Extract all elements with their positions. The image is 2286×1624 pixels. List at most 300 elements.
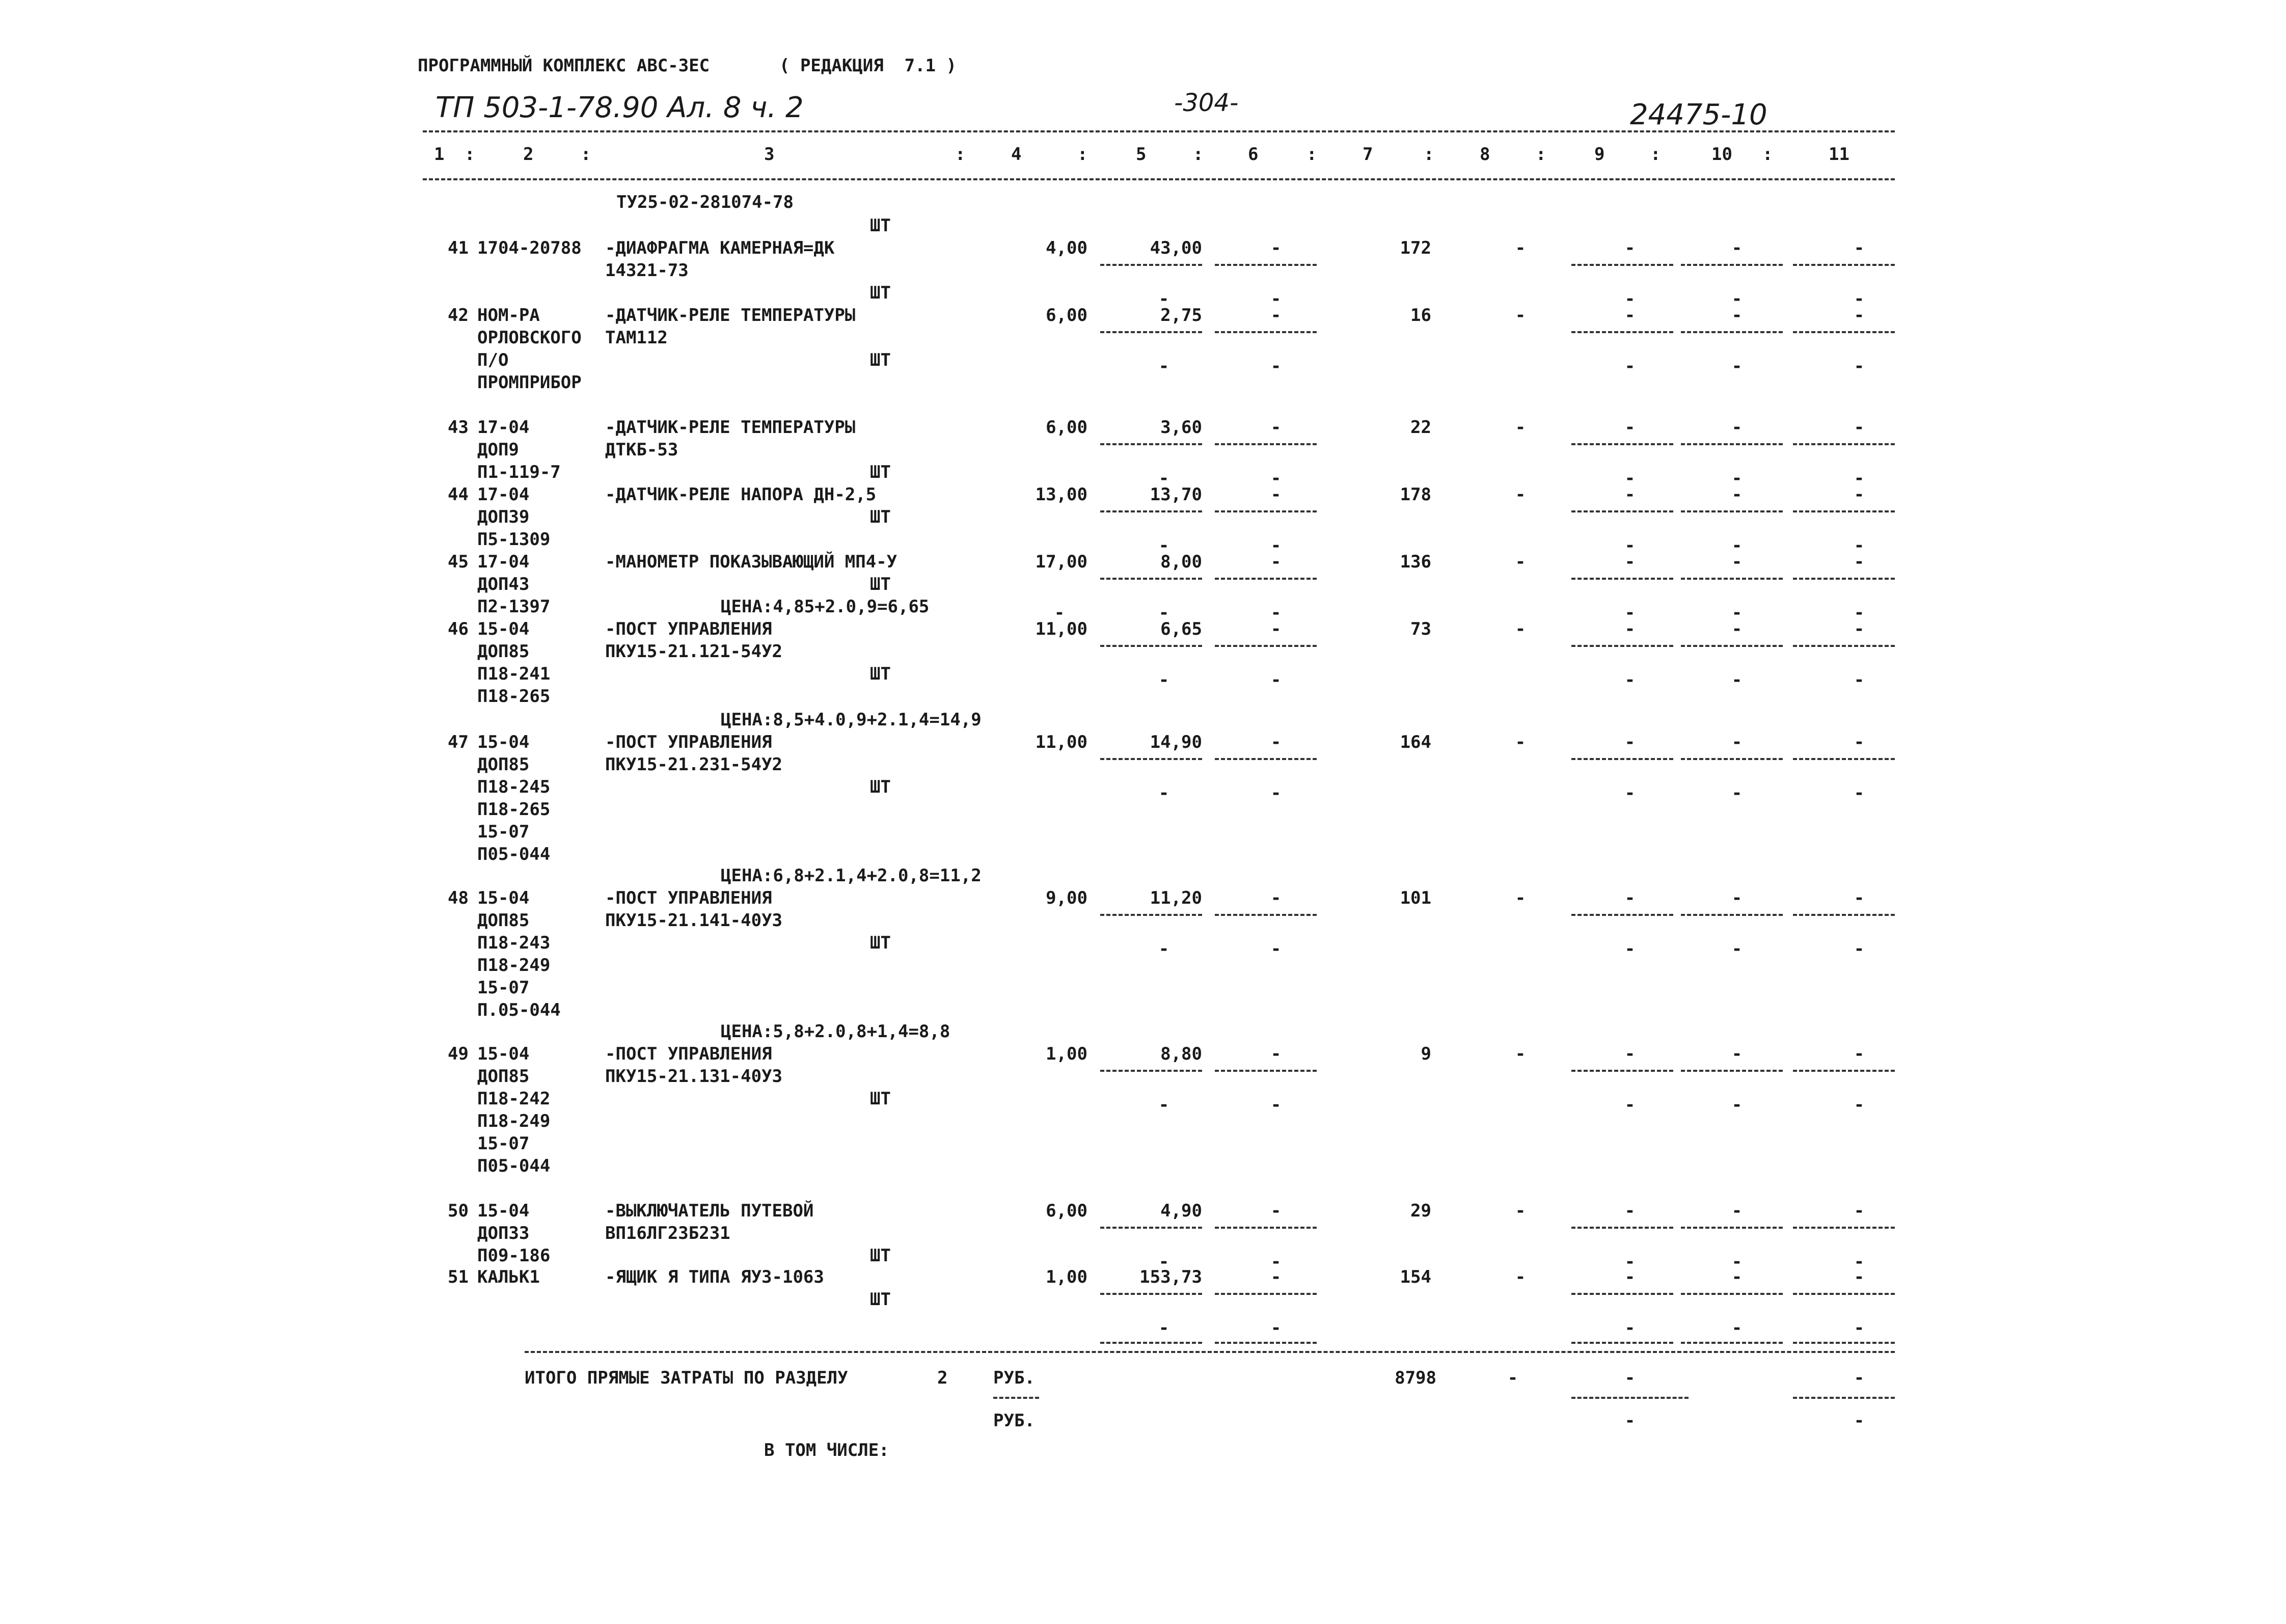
cell-col11: -	[1854, 1044, 1865, 1064]
sub-col9: -	[1624, 1252, 1636, 1272]
cell-col7: 16	[1410, 305, 1431, 326]
sub-col10: -	[1731, 783, 1743, 803]
item-name-line: -ПОСТ УПРАВЛЕНИЯ	[605, 619, 772, 639]
cell-col6: -	[1270, 1201, 1282, 1221]
sub-col11: -	[1854, 670, 1865, 690]
col6-rule	[1215, 578, 1317, 580]
unit-label: ШТ	[870, 664, 891, 684]
cell-col11: -	[1854, 732, 1865, 752]
item-code-line: 15-04	[477, 888, 530, 908]
sub-col10: -	[1731, 1318, 1743, 1338]
sub-col9: -	[1624, 1095, 1636, 1115]
cell-col7: 73	[1410, 619, 1431, 639]
col9-rule	[1571, 264, 1673, 266]
cell-col11: -	[1854, 305, 1865, 326]
col5-rule	[1100, 645, 1202, 647]
header-rule-top	[423, 130, 1895, 132]
item-code-line: ДОП39	[477, 507, 530, 527]
top-note-unit: ШТ	[870, 215, 891, 236]
cell-col9: -	[1624, 619, 1636, 639]
cell-col7: 172	[1400, 238, 1431, 258]
cell-col4: 6,00	[1046, 417, 1087, 438]
cell-col7: 29	[1410, 1201, 1431, 1221]
cell-col7: 164	[1400, 732, 1431, 752]
col10-rule	[1681, 645, 1783, 647]
item-code-line: ДОП33	[477, 1223, 530, 1243]
row-number: 49	[448, 1044, 469, 1064]
cell-col9: -	[1624, 484, 1636, 505]
sub-col11: -	[1854, 1318, 1865, 1338]
totals-section: 2	[937, 1368, 948, 1388]
sub-col5: -	[1158, 356, 1169, 376]
item-code-line: П18-249	[477, 1111, 551, 1131]
cell-col9: -	[1624, 305, 1636, 326]
cell-col8: -	[1515, 1201, 1526, 1221]
col5-rule	[1100, 264, 1202, 266]
last-col6-rule	[1215, 1342, 1317, 1344]
column-header-10: 10	[1711, 144, 1732, 165]
column-separator: :	[955, 144, 966, 165]
sub-col9: -	[1624, 1318, 1636, 1338]
totals-sub9: -	[1624, 1411, 1636, 1431]
item-name-line: 14321-73	[605, 260, 689, 281]
item-code-line: П/О	[477, 350, 509, 370]
col9-rule	[1571, 1070, 1673, 1072]
doc-reference: ТП 503-1-78.90 Ал. 8 ч. 2	[436, 91, 804, 124]
column-header-9: 9	[1594, 144, 1605, 165]
col6-rule	[1215, 758, 1317, 760]
item-code-line: П18-243	[477, 933, 551, 953]
cell-col11: -	[1854, 1267, 1865, 1287]
column-header-2: 2	[523, 144, 534, 165]
sub-col9: -	[1624, 783, 1636, 803]
sub-col10: -	[1731, 1095, 1743, 1115]
item-name-line: -ДИАФРАГМА КАМЕРНАЯ=ДК	[605, 238, 835, 258]
sub-col5: -	[1158, 603, 1169, 623]
cell-col7: 136	[1400, 552, 1431, 572]
item-code-line: П18-265	[477, 686, 551, 707]
sub-col5: -	[1158, 783, 1169, 803]
totals-col11-rule	[1793, 1397, 1895, 1399]
item-name-line: -ПОСТ УПРАВЛЕНИЯ	[605, 1044, 772, 1064]
cell-col4: 6,00	[1046, 1201, 1087, 1221]
cell-col11: -	[1854, 238, 1865, 258]
cell-col9: -	[1624, 417, 1636, 438]
cell-col8: -	[1515, 305, 1526, 326]
item-code-line: 15-07	[477, 978, 530, 998]
col5-rule	[1100, 758, 1202, 760]
sub-col9: -	[1624, 939, 1636, 959]
row-number: 44	[448, 484, 469, 505]
cell-col10: -	[1731, 238, 1743, 258]
sub-col4: -	[1054, 603, 1065, 623]
col11-rule	[1793, 914, 1895, 916]
item-name-line: -ВЫКЛЮЧАТЕЛЬ ПУТЕВОЙ	[605, 1201, 814, 1221]
cell-col6: -	[1270, 305, 1282, 326]
row-number: 50	[448, 1201, 469, 1221]
col11-rule	[1793, 578, 1895, 580]
row-number: 42	[448, 305, 469, 326]
sub-col11: -	[1854, 603, 1865, 623]
item-code-line: П05-044	[477, 844, 551, 864]
cell-col8: -	[1515, 1267, 1526, 1287]
cell-col8: -	[1515, 619, 1526, 639]
totals-col11: -	[1854, 1368, 1865, 1388]
totals-currency: РУБ.	[993, 1368, 1035, 1388]
cell-col11: -	[1854, 417, 1865, 438]
cell-col9: -	[1624, 238, 1636, 258]
unit-label: ШТ	[870, 283, 891, 303]
col5-rule	[1100, 1293, 1202, 1295]
sub-col6: -	[1270, 939, 1282, 959]
col5-rule	[1100, 1227, 1202, 1229]
column-separator: :	[1424, 144, 1434, 165]
cell-col10: -	[1731, 1044, 1743, 1064]
col9-rule	[1571, 758, 1673, 760]
col5-rule	[1100, 914, 1202, 916]
cell-col10: -	[1731, 1267, 1743, 1287]
col6-rule	[1215, 443, 1317, 445]
totals-currency-2: РУБ.	[993, 1411, 1035, 1431]
col11-rule	[1793, 645, 1895, 647]
cell-col4: 11,00	[1035, 732, 1087, 752]
col11-rule	[1793, 1227, 1895, 1229]
cell-col4: 9,00	[1046, 888, 1087, 908]
cell-col5: 3,60	[1160, 417, 1202, 438]
cell-col5: 8,00	[1160, 552, 1202, 572]
cell-col6: -	[1270, 1267, 1282, 1287]
totals-label: ИТОГО ПРЯМЫЕ ЗАТРАТЫ ПО РАЗДЕЛУ	[525, 1368, 848, 1388]
item-code-line: П18-241	[477, 664, 551, 684]
item-name-line: ПКУ15-21.231-54У2	[605, 754, 782, 775]
sub-col5: -	[1158, 939, 1169, 959]
unit-label: ШТ	[870, 507, 891, 527]
cell-col5: 14,90	[1150, 732, 1202, 752]
unit-label: ШТ	[870, 350, 891, 370]
row-number: 47	[448, 732, 469, 752]
column-separator: :	[1193, 144, 1204, 165]
sub-col9: -	[1624, 603, 1636, 623]
col6-rule	[1215, 331, 1317, 333]
sub-col10: -	[1731, 670, 1743, 690]
cell-col10: -	[1731, 619, 1743, 639]
program-title: ПРОГРАММНЫЙ КОМПЛЕКС АВС-ЗЕС	[418, 56, 710, 76]
item-name-line: ПКУ15-21.141-40У3	[605, 910, 782, 931]
sub-col5: -	[1158, 289, 1169, 309]
sub-col10: -	[1731, 535, 1743, 556]
last-col11-rule	[1793, 1342, 1895, 1344]
cell-col4: 13,00	[1035, 484, 1087, 505]
col5-rule	[1100, 510, 1202, 512]
item-code-line: 15-04	[477, 1201, 530, 1221]
price-note: ЦЕНА:6,8+2.1,4+2.0,8=11,2	[721, 865, 982, 886]
cell-col9: -	[1624, 1044, 1636, 1064]
cell-col8: -	[1515, 484, 1526, 505]
cell-col11: -	[1854, 1201, 1865, 1221]
cell-col6: -	[1270, 732, 1282, 752]
item-code-line: П18-245	[477, 777, 551, 797]
cell-col4: 1,00	[1046, 1044, 1087, 1064]
col11-rule	[1793, 758, 1895, 760]
item-code-line: 17-04	[477, 552, 530, 572]
col11-rule	[1793, 1070, 1895, 1072]
cell-col7: 101	[1400, 888, 1431, 908]
sub-col6: -	[1270, 356, 1282, 376]
sub-col6: -	[1270, 535, 1282, 556]
item-code-line: ДОП85	[477, 754, 530, 775]
item-code-line: ПРОМПРИБОР	[477, 372, 582, 393]
col6-rule	[1215, 914, 1317, 916]
sub-col10: -	[1731, 356, 1743, 376]
item-code-line: 15-07	[477, 1133, 530, 1154]
column-header-5: 5	[1136, 144, 1147, 165]
column-separator: :	[1650, 144, 1661, 165]
column-header-6: 6	[1248, 144, 1259, 165]
sub-col6: -	[1270, 1252, 1282, 1272]
col9-rule	[1571, 645, 1673, 647]
sub-col10: -	[1731, 939, 1743, 959]
col11-rule	[1793, 443, 1895, 445]
cell-col8: -	[1515, 1044, 1526, 1064]
item-code-line: П18-242	[477, 1089, 551, 1109]
item-code-line: ДОП43	[477, 574, 530, 594]
cell-col6: -	[1270, 619, 1282, 639]
cell-col5: 6,65	[1160, 619, 1202, 639]
item-code-line: 15-04	[477, 732, 530, 752]
last-col5-rule	[1100, 1342, 1202, 1344]
sub-col11: -	[1854, 1095, 1865, 1115]
item-code-line: П18-249	[477, 955, 551, 976]
cell-col9: -	[1624, 1267, 1636, 1287]
sub-col10: -	[1731, 1252, 1743, 1272]
cell-col9: -	[1624, 552, 1636, 572]
cell-col11: -	[1854, 552, 1865, 572]
totals-sub11: -	[1854, 1411, 1865, 1431]
cell-col4: 4,00	[1046, 238, 1087, 258]
item-name-line: ДТКБ-53	[605, 440, 678, 460]
item-code-line: ДОП9	[477, 440, 519, 460]
sub-col6: -	[1270, 783, 1282, 803]
item-name-line: -МАНОМЕТР ПОКАЗЫВАЮЩИЙ МП4-У	[605, 552, 897, 572]
col10-rule	[1681, 578, 1783, 580]
item-code-line: 1704-20788	[477, 238, 582, 258]
sub-col9: -	[1624, 356, 1636, 376]
cell-col10: -	[1731, 1201, 1743, 1221]
unit-label: ШТ	[870, 1246, 891, 1266]
row-number: 43	[448, 417, 469, 438]
col5-rule	[1100, 331, 1202, 333]
unit-label: ШТ	[870, 1289, 891, 1310]
cell-col8: -	[1515, 888, 1526, 908]
header-rule-bottom	[423, 178, 1895, 180]
cell-col7: 9	[1421, 1044, 1431, 1064]
column-separator: :	[1762, 144, 1773, 165]
cell-col6: -	[1270, 888, 1282, 908]
item-name-line: -ДАТЧИК-РЕЛЕ НАПОРА ДН-2,5	[605, 484, 877, 505]
including-label: В ТОМ ЧИСЛЕ:	[764, 1440, 889, 1460]
column-header-8: 8	[1480, 144, 1490, 165]
column-header-11: 11	[1829, 144, 1849, 165]
unit-label: ШТ	[870, 462, 891, 482]
item-code-line: П2-1397	[477, 597, 551, 617]
item-code-line: 17-04	[477, 417, 530, 438]
cell-col5: 8,80	[1160, 1044, 1202, 1064]
item-name-line: -ДАТЧИК-РЕЛЕ ТЕМПЕРАТУРЫ	[605, 305, 856, 326]
sub-col5: -	[1158, 468, 1169, 489]
item-code-line: ДОП85	[477, 1066, 530, 1087]
sub-col11: -	[1854, 535, 1865, 556]
row-number: 48	[448, 888, 469, 908]
currency-rule	[993, 1397, 1039, 1399]
item-code-line: П18-265	[477, 799, 551, 820]
item-name-line: ПКУ15-21.131-40У3	[605, 1066, 782, 1087]
sub-col11: -	[1854, 783, 1865, 803]
price-note: ЦЕНА:4,85+2.0,9=6,65	[721, 597, 930, 617]
unit-label: ШТ	[870, 1089, 891, 1109]
col6-rule	[1215, 1293, 1317, 1295]
cell-col6: -	[1270, 238, 1282, 258]
cell-col5: 2,75	[1160, 305, 1202, 326]
col6-rule	[1215, 1227, 1317, 1229]
sub-col9: -	[1624, 535, 1636, 556]
col11-rule	[1793, 510, 1895, 512]
price-note: ЦЕНА:5,8+2.0,8+1,4=8,8	[721, 1021, 950, 1042]
item-code-line: П5-1309	[477, 529, 551, 550]
column-separator: :	[1077, 144, 1088, 165]
col10-rule	[1681, 1227, 1783, 1229]
cell-col8: -	[1515, 238, 1526, 258]
sub-col5: -	[1158, 1318, 1169, 1338]
cell-col5: 11,20	[1150, 888, 1202, 908]
cell-col7: 154	[1400, 1267, 1431, 1287]
cell-col9: -	[1624, 888, 1636, 908]
col9-rule	[1571, 1227, 1673, 1229]
col9-rule	[1571, 443, 1673, 445]
col11-rule	[1793, 264, 1895, 266]
item-name-line: -ЯЩИК Я ТИПА ЯУЗ-1063	[605, 1267, 824, 1287]
item-code-line: ДОП85	[477, 910, 530, 931]
edition-label: ( РЕДАКЦИЯ 7.1 )	[779, 56, 957, 76]
col10-rule	[1681, 264, 1783, 266]
totals-col7: 8798	[1395, 1368, 1436, 1388]
sub-col10: -	[1731, 289, 1743, 309]
sub-col9: -	[1624, 468, 1636, 489]
cell-col5: 13,70	[1150, 484, 1202, 505]
cell-col11: -	[1854, 888, 1865, 908]
cell-col11: -	[1854, 484, 1865, 505]
item-code-line: П09-186	[477, 1246, 551, 1266]
unit-label: ШТ	[870, 777, 891, 797]
column-separator: :	[465, 144, 475, 165]
sub-col10: -	[1731, 603, 1743, 623]
sub-col6: -	[1270, 670, 1282, 690]
row-number: 41	[448, 238, 469, 258]
row-number: 46	[448, 619, 469, 639]
item-name-line: ПКУ15-21.121-54У2	[605, 641, 782, 662]
item-code-line: КАЛЬК1	[477, 1267, 540, 1287]
cell-col9: -	[1624, 1201, 1636, 1221]
item-code-line: 15-04	[477, 1044, 530, 1064]
col6-rule	[1215, 645, 1317, 647]
col10-rule	[1681, 331, 1783, 333]
sub-col6: -	[1270, 289, 1282, 309]
item-name-line: -ПОСТ УПРАВЛЕНИЯ	[605, 888, 772, 908]
last-col10-rule	[1681, 1342, 1783, 1344]
cell-col10: -	[1731, 484, 1743, 505]
col9-rule	[1571, 510, 1673, 512]
row-number: 51	[448, 1267, 469, 1287]
sub-col11: -	[1854, 356, 1865, 376]
cell-col7: 178	[1400, 484, 1431, 505]
col10-rule	[1681, 443, 1783, 445]
sub-col6: -	[1270, 468, 1282, 489]
item-code-line: 15-04	[477, 619, 530, 639]
cell-col8: -	[1515, 732, 1526, 752]
item-code-line: П05-044	[477, 1156, 551, 1176]
cell-col8: -	[1515, 552, 1526, 572]
col6-rule	[1215, 510, 1317, 512]
cell-col10: -	[1731, 417, 1743, 438]
cell-col10: -	[1731, 732, 1743, 752]
item-name-line: -ПОСТ УПРАВЛЕНИЯ	[605, 732, 772, 752]
row-number: 45	[448, 552, 469, 572]
sub-col9: -	[1624, 289, 1636, 309]
unit-label: ШТ	[870, 574, 891, 594]
last-col9-rule	[1571, 1342, 1673, 1344]
sub-col11: -	[1854, 289, 1865, 309]
col10-rule	[1681, 510, 1783, 512]
totals-col8: -	[1507, 1368, 1518, 1388]
sub-col10: -	[1731, 468, 1743, 489]
item-code-line: П1-119-7	[477, 462, 561, 482]
item-code-line: ДОП85	[477, 641, 530, 662]
item-code-line: 15-07	[477, 822, 530, 842]
sub-col5: -	[1158, 535, 1169, 556]
cell-col6: -	[1270, 417, 1282, 438]
col11-rule	[1793, 331, 1895, 333]
col10-rule	[1681, 1293, 1783, 1295]
sub-col11: -	[1854, 939, 1865, 959]
col11-rule	[1793, 1293, 1895, 1295]
sub-col5: -	[1158, 670, 1169, 690]
unit-label: ШТ	[870, 933, 891, 953]
sub-col11: -	[1854, 1252, 1865, 1272]
cell-col5: 43,00	[1150, 238, 1202, 258]
item-code-line: ОРЛОВСКОГО	[477, 328, 582, 348]
item-name-line: -ДАТЧИК-РЕЛЕ ТЕМПЕРАТУРЫ	[605, 417, 856, 438]
cell-col5: 4,90	[1160, 1201, 1202, 1221]
cell-col6: -	[1270, 552, 1282, 572]
sub-col6: -	[1270, 1095, 1282, 1115]
cell-col8: -	[1515, 417, 1526, 438]
column-separator: :	[1536, 144, 1546, 165]
col6-rule	[1215, 264, 1317, 266]
column-separator: :	[581, 144, 591, 165]
col6-rule	[1215, 1070, 1317, 1072]
col5-rule	[1100, 578, 1202, 580]
col9-rule	[1571, 914, 1673, 916]
col10-rule	[1681, 914, 1783, 916]
col10-rule	[1681, 1070, 1783, 1072]
cell-col4: 6,00	[1046, 305, 1087, 326]
item-code-line: НОМ-РА	[477, 305, 540, 326]
column-header-7: 7	[1363, 144, 1373, 165]
item-code-line: 17-04	[477, 484, 530, 505]
item-name-line: ТАМ112	[605, 328, 668, 348]
cell-col4: 17,00	[1035, 552, 1087, 572]
totals-rule	[525, 1351, 1895, 1353]
item-code-line: П.05-044	[477, 1000, 561, 1020]
